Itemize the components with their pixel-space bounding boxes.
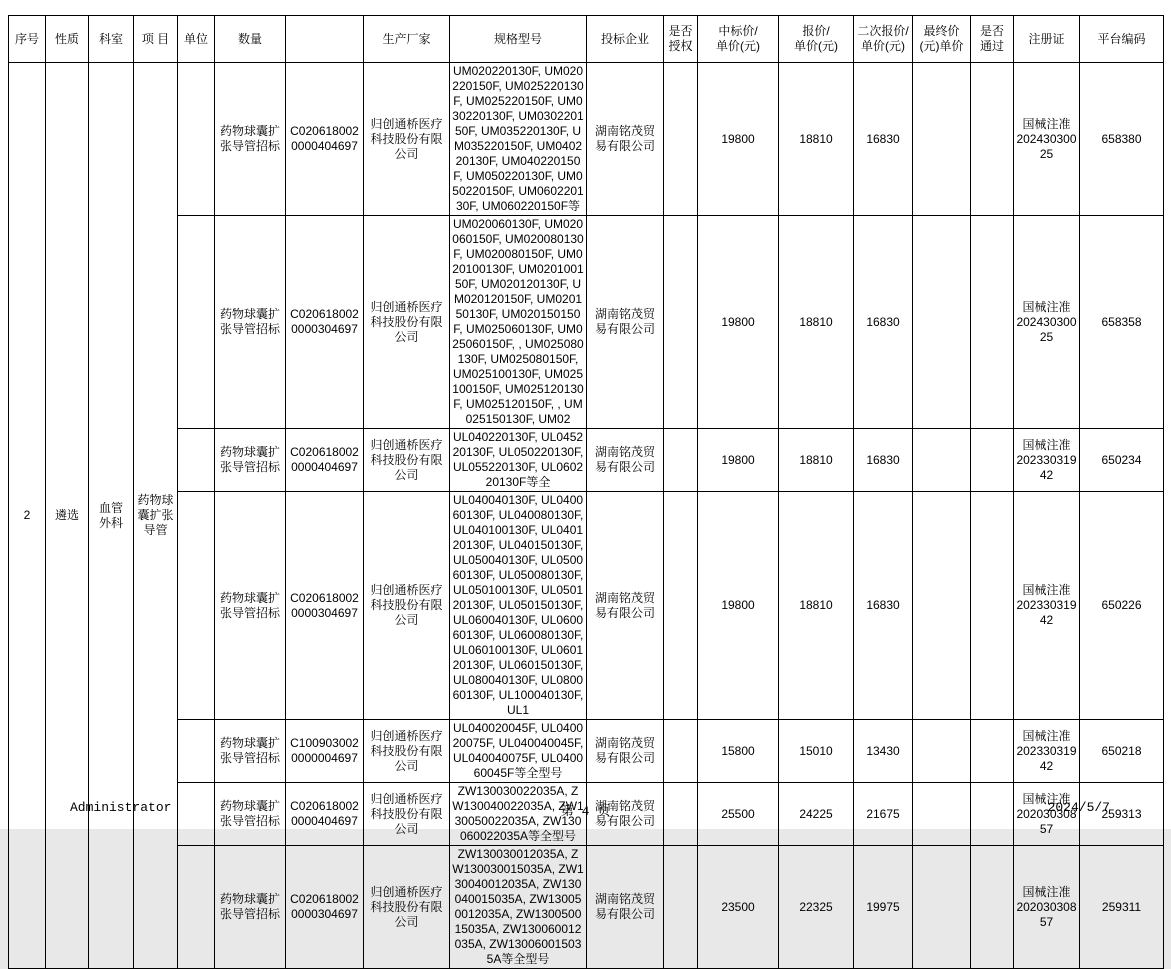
- header-row: [9, 16, 1164, 63]
- column-header-bidder: 投标企业: [587, 16, 664, 63]
- passed-cell: [971, 216, 1014, 429]
- platform-code-cell: 658380: [1080, 63, 1164, 216]
- bidder-cell: 湖南铭茂贸 易有限公司: [587, 492, 664, 720]
- quantity-cell: 药物球囊扩 张导管招标: [215, 216, 286, 429]
- final-price-cell: [913, 492, 971, 720]
- product-code-cell: C0206180020000404697: [286, 783, 364, 846]
- column-header-manufacturer: 生产厂家: [364, 16, 450, 63]
- final-price-cell: [913, 63, 971, 216]
- manufacturer-cell: 归创通桥医疗 科技股份有限 公司: [364, 492, 450, 720]
- column-header-platform-code: 平台编码: [1080, 16, 1164, 63]
- second-quote-cell: 21675: [854, 783, 913, 846]
- passed-cell: [971, 846, 1014, 969]
- department-cell: 血管 外科: [89, 63, 134, 969]
- final-price-cell: [913, 720, 971, 783]
- bidder-cell: 湖南铭茂贸 易有限公司: [587, 720, 664, 783]
- authorized-cell: [664, 429, 698, 492]
- second-quote-cell: 13430: [854, 720, 913, 783]
- column-header-final-price: 最终价 (元)单价: [913, 16, 971, 63]
- final-price-cell: [913, 846, 971, 969]
- quantity-cell: 药物球囊扩 张导管招标: [215, 63, 286, 216]
- manufacturer-cell: 归创通桥医疗 科技股份有限 公司: [364, 846, 450, 969]
- passed-cell: [971, 63, 1014, 216]
- spec-cell: UL040040130F, UL040060130F, UL040080130F, UL040100130F, UL040120130F, UL040150130F, UL050040130F, UL050060130F, UL050080130F, UL050100130F, UL050120130F, UL050150130F, UL060040130F, UL060060130F, UL060080130F, UL060100130F, UL060120130F, UL060150130F, UL080040130F, UL080060130F, UL100040130F, UL1: [450, 492, 587, 720]
- registration-cell: 国械注准 20233031942: [1014, 429, 1080, 492]
- product-code-cell: C0206180020000304697: [286, 492, 364, 720]
- spec-cell: UM020220130F, UM020220150F, UM025220130F, UM025220150F, UM030220130F, UM030220150F, UM035220130F, UM035220150F, UM040220130F, UM040220150F, UM050220130F, UM050220150F, UM060220130F, UM060220150F等: [450, 63, 587, 216]
- column-header-spec: 规格型号: [450, 16, 587, 63]
- column-header-department: 科室: [89, 16, 134, 63]
- column-header-registration: 注册证: [1014, 16, 1080, 63]
- quote-cell: 18810: [779, 429, 854, 492]
- project-cell: 药物球 囊扩张 导管: [134, 63, 178, 969]
- spec-cell: ZW130030022035A, ZW130040022035A, ZW130050022035A, ZW130060022035A等全型号: [450, 783, 587, 846]
- platform-code-cell: 650218: [1080, 720, 1164, 783]
- bidder-cell: 湖南铭茂贸 易有限公司: [587, 783, 664, 846]
- footer-page-number: 第 4 页: [560, 804, 611, 819]
- spec-cell: ZW130030012035A, ZW130030015035A, ZW130040012035A, ZW130040015035A, ZW130050012035A, ZW130050015035A, ZW130060012035A, ZW130060015035A等全型号: [450, 846, 587, 969]
- platform-code-cell: 650226: [1080, 492, 1164, 720]
- unit-cell: [178, 216, 215, 429]
- nature-cell: 遴选: [46, 63, 89, 969]
- registration-cell: 国械注准 20233031942: [1014, 720, 1080, 783]
- bidder-cell: 湖南铭茂贸 易有限公司: [587, 216, 664, 429]
- final-price-cell: [913, 216, 971, 429]
- quantity-cell: 药物球囊扩 张导管招标: [215, 429, 286, 492]
- quantity-cell: 药物球囊扩 张导管招标: [215, 720, 286, 783]
- table-row: [9, 846, 1164, 969]
- authorized-cell: [664, 492, 698, 720]
- authorized-cell: [664, 63, 698, 216]
- table-row: [9, 216, 1164, 429]
- quote-cell: 18810: [779, 216, 854, 429]
- product-code-cell: C0206180020000304697: [286, 216, 364, 429]
- second-quote-cell: 19975: [854, 846, 913, 969]
- manufacturer-cell: 归创通桥医疗 科技股份有限 公司: [364, 429, 450, 492]
- unit-cell: [178, 720, 215, 783]
- manufacturer-cell: 归创通桥医疗 科技股份有限 公司: [364, 216, 450, 429]
- unit-cell: [178, 429, 215, 492]
- registration-cell: 国械注准 20243030025: [1014, 63, 1080, 216]
- win-price-cell: 19800: [698, 492, 779, 720]
- final-price-cell: [913, 429, 971, 492]
- quantity-cell: 药物球囊扩 张导管招标: [215, 492, 286, 720]
- registration-cell: 国械注准 20233031942: [1014, 492, 1080, 720]
- platform-code-cell: 259311: [1080, 846, 1164, 969]
- passed-cell: [971, 429, 1014, 492]
- column-header-passed: 是否 通过: [971, 16, 1014, 63]
- bid-results-table: [8, 15, 1164, 969]
- column-header-quote: 报价/ 单价(元): [779, 16, 854, 63]
- table-row: [9, 429, 1164, 492]
- authorized-cell: [664, 216, 698, 429]
- footer-username: Administrator: [70, 800, 172, 815]
- win-price-cell: 15800: [698, 720, 779, 783]
- quote-cell: 18810: [779, 63, 854, 216]
- product-code-cell: C0206180020000404697: [286, 63, 364, 216]
- quote-cell: 24225: [779, 783, 854, 846]
- table-row: [9, 720, 1164, 783]
- bidder-cell: 湖南铭茂贸 易有限公司: [587, 429, 664, 492]
- spec-cell: UL040220130F, UL045220130F, UL050220130F, UL055220130F, UL060220130F等全: [450, 429, 587, 492]
- unit-cell: [178, 492, 215, 720]
- column-header-seq: 序号: [9, 16, 46, 63]
- footer-date: 2024/5/7: [1047, 800, 1110, 815]
- seq-cell: 2: [9, 63, 46, 969]
- win-price-cell: 19800: [698, 429, 779, 492]
- unit-cell: [178, 63, 215, 216]
- manufacturer-cell: 归创通桥医疗 科技股份有限 公司: [364, 783, 450, 846]
- quantity-cell: 药物球囊扩 张导管招标: [215, 846, 286, 969]
- win-price-cell: 23500: [698, 846, 779, 969]
- authorized-cell: [664, 846, 698, 969]
- quote-cell: 15010: [779, 720, 854, 783]
- quote-cell: 22325: [779, 846, 854, 969]
- quantity-cell: 药物球囊扩 张导管招标: [215, 783, 286, 846]
- column-header-authorized: 是否 授权: [664, 16, 698, 63]
- registration-cell: 国械注准 20203030857: [1014, 783, 1080, 846]
- unit-cell: [178, 846, 215, 969]
- manufacturer-cell: 归创通桥医疗 科技股份有限 公司: [364, 63, 450, 216]
- column-header-second-quote: 二次报价/ 单价(元): [854, 16, 913, 63]
- passed-cell: [971, 492, 1014, 720]
- registration-cell: 国械注准 20243030025: [1014, 216, 1080, 429]
- quote-cell: 18810: [779, 492, 854, 720]
- product-code-cell: C0206180020000404697: [286, 429, 364, 492]
- page-footer: [0, 800, 1171, 822]
- authorized-cell: [664, 720, 698, 783]
- platform-code-cell: 259313: [1080, 783, 1164, 846]
- passed-cell: [971, 720, 1014, 783]
- spec-cell: UL040020045F, UL040020075F, UL040040045F, UL040040075F, UL040060045F等全型号: [450, 720, 587, 783]
- win-price-cell: 25500: [698, 783, 779, 846]
- registration-cell: 国械注准 20203030857: [1014, 846, 1080, 969]
- product-code-cell: C1009030020000004697: [286, 720, 364, 783]
- platform-code-cell: 658358: [1080, 216, 1164, 429]
- platform-code-cell: 650234: [1080, 429, 1164, 492]
- column-header-quantity: 数量: [215, 16, 286, 63]
- column-header-blank: [286, 16, 364, 63]
- win-price-cell: 19800: [698, 216, 779, 429]
- column-header-unit: 单位: [178, 16, 215, 63]
- win-price-cell: 19800: [698, 63, 779, 216]
- product-code-cell: C0206180020000304697: [286, 846, 364, 969]
- manufacturer-cell: 归创通桥医疗 科技股份有限 公司: [364, 720, 450, 783]
- spec-cell: UM020060130F, UM020060150F, UM020080130F, UM020080150F, UM020100130F, UM020100150F, UM020120130F, UM020120150F, UM020150130F, UM020150150F, UM025060130F, UM025060150F, , UM025080130F, UM025080150F, UM025100130F, UM025100150F, UM025120130F, UM025120150F, , UM025150130F, UM02: [450, 216, 587, 429]
- second-quote-cell: 16830: [854, 63, 913, 216]
- column-header-win-price: 中标价/ 单价(元): [698, 16, 779, 63]
- column-header-nature: 性质: [46, 16, 89, 63]
- bidder-cell: 湖南铭茂贸 易有限公司: [587, 846, 664, 969]
- column-header-project: 项 目: [134, 16, 178, 63]
- second-quote-cell: 16830: [854, 429, 913, 492]
- second-quote-cell: 16830: [854, 216, 913, 429]
- table-row: [9, 492, 1164, 720]
- bidder-cell: 湖南铭茂贸 易有限公司: [587, 63, 664, 216]
- table-row: [9, 63, 1164, 216]
- second-quote-cell: 16830: [854, 492, 913, 720]
